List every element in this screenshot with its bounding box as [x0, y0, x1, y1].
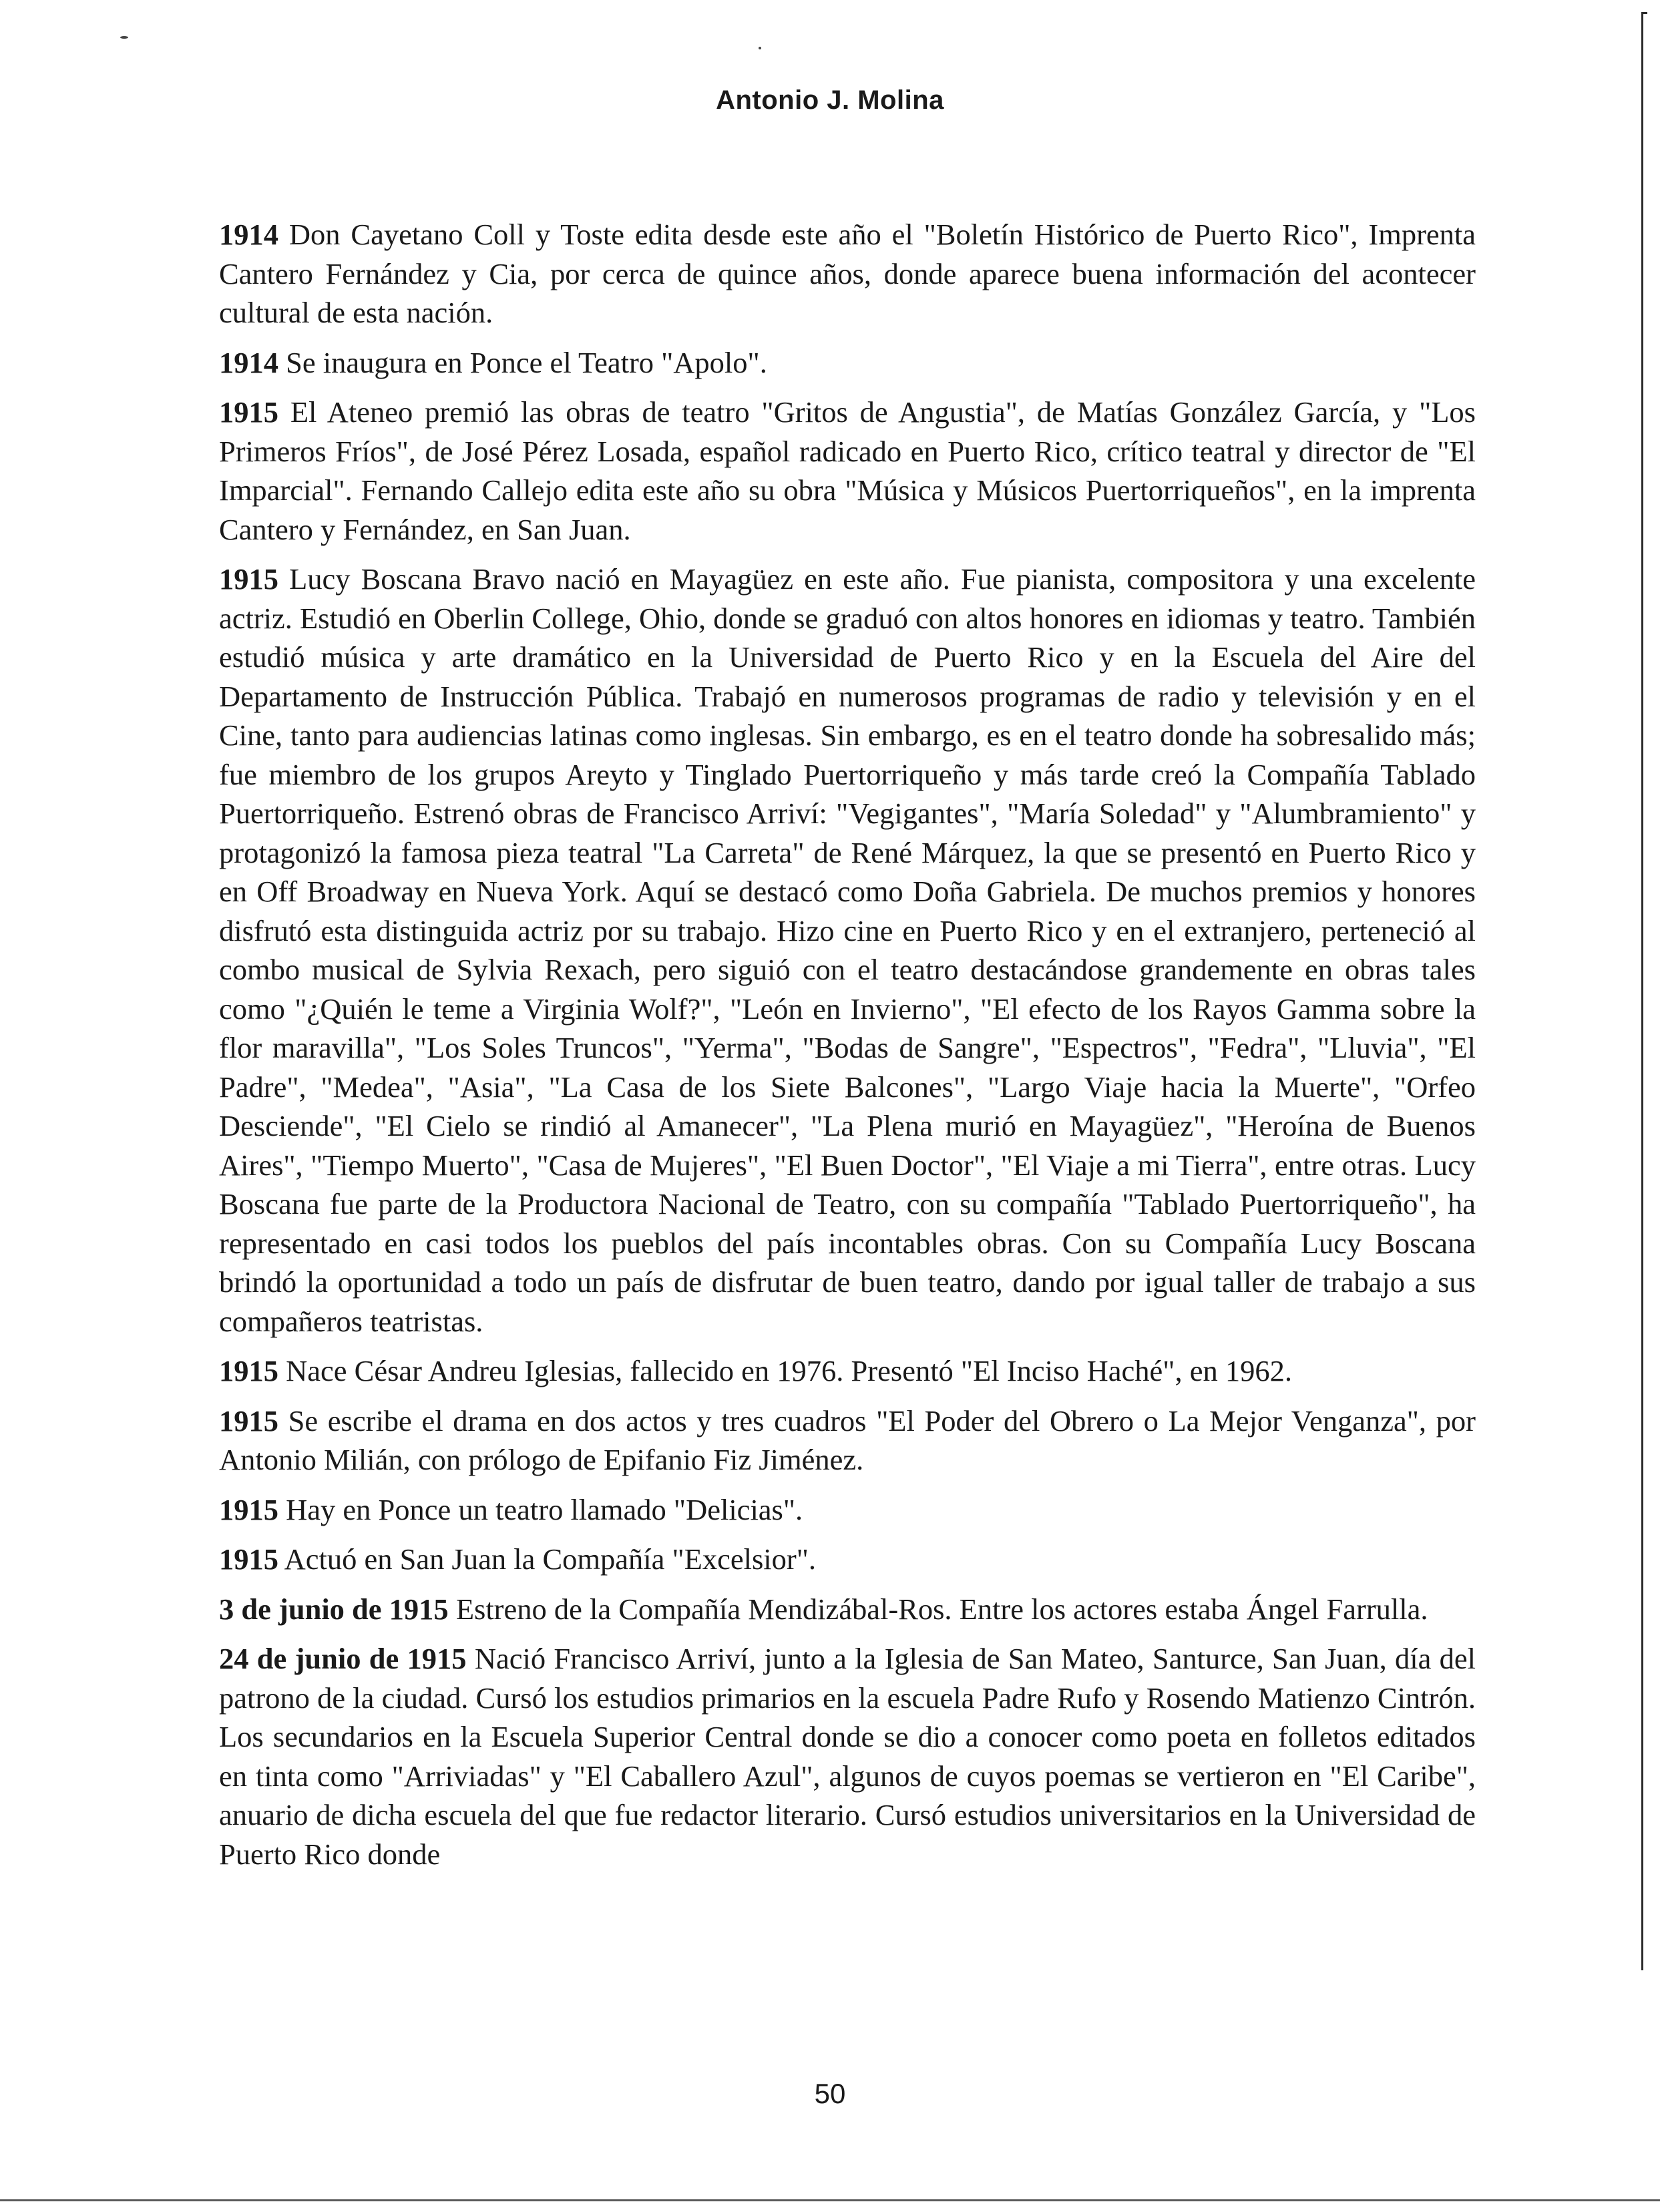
chronology-entry	[219, 1401, 1476, 1480]
entry-text: Lucy Boscana Bravo nació en Mayagüez en este año. Fue pianista, compositora y una excelente actriz. Estudió en Oberlin College, Ohio, donde se graduó con altos honores en idiomas y teatro. También estudió música y arte dramático en la Universidad de Puerto Rico y en la Escuela del Aire del Departamento de Instrucción Pública. Trabajó en numerosos programas de radio y televisión y en el Cine, tanto para audiencias latinas como inglesas. Sin embargo, es en el teatro donde ha sobresalido más; fue miembro de los grupos Areyto y Tinglado Puertorriqueño y más tarde creó la Compañía Tablado Puertorriqueño. Estrenó obras de Francisco Arriví: "Vegigantes", "María Soledad" y "Alumbramiento" y protagonizó la famosa pieza teatral "La Carreta" de René Márquez, la que se presentó en Puerto Rico y en Off Broadway en Nueva York. Aquí se destacó como Doña Gabriela. De muchos premios y honores disfrutó esta distinguida actriz por su trabajo. Hizo cine en Puerto Rico y en el extranjero, perteneció al combo musical de Sylvia Rexach, pero siguió con el teatro destacándose grandemente en obras tales como "¿Quién le teme a Virginia Wolf?", "León en Invierno", "El efecto de los Rayos Gamma sobre la flor maravilla", "Los Soles Truncos", "Yerma", "Bodas de Sangre", "Espectros", "Fedra", "Lluvia", "El Padre", "Medea", "Asia", "La Casa de los Siete Balcones", "Largo Viaje hacia la Muerte", "Orfeo Desciende", "El Cielo se rindió al Amanecer", "La Plena murió en Mayagüez", "Heroína de Buenos Aires", "Tiempo Muerto", "Casa de Mujeres", "El Buen Doctor", "El Viaje a mi Tierra", entre otras. Lucy Boscana fue parte de la Productora Nacional de Teatro, con su compañía "Tablado Puertorriqueño", ha representado en casi todos los pueblos del país incontables obras. Con su Compañía Lucy Boscana brindó la oportunidad a todo un país de disfrutar de buen teatro, dando por igual taller de trabajo a sus compañeros teatristas.	[219, 562, 1476, 1338]
entry-text: Estreno de la Compañía Mendizábal-Ros. Entre los actores estaba Ángel Farrulla.	[455, 1592, 1428, 1626]
body-text	[219, 215, 1476, 1884]
entry-date: 1914	[219, 218, 278, 251]
entry-date: 1915	[219, 1354, 278, 1387]
entry-text: Nació Francisco Arriví, junto a la Iglesia de San Mateo, Santurce, San Juan, día del patrono de la ciudad. Cursó los estudios primarios en la escuela Padre Rufo y Rosendo Matienzo Cintrón. Los secundarios en la Escuela Superior Central donde se dio a conocer como poeta en folletos editados en tinta como "Arriviadas" y "El Caballero Azul", algunos de cuyos poemas se vertieron en "El Caribe", anuario de dicha escuela del que fue redactor literario. Cursó estudios universitarios en la Universidad de Puerto Rico donde	[219, 1642, 1476, 1871]
scan-border-right	[1641, 12, 1647, 1970]
entry-date: 1915	[219, 1403, 278, 1437]
chronology-entry	[219, 393, 1476, 549]
entry-date: 1915	[219, 562, 278, 596]
page-number: 50	[814, 2078, 846, 2109]
running-header: Antonio J. Molina	[716, 85, 944, 115]
entry-text: Hay en Ponce un teatro llamado "Delicias".	[286, 1492, 803, 1526]
chronology-entry	[219, 1590, 1476, 1629]
chronology-entry	[219, 560, 1476, 1341]
entry-date: 1914	[219, 345, 278, 379]
entry-date: 1915	[219, 1492, 278, 1526]
entry-text: Actuó en San Juan la Compañía "Excelsior".	[284, 1542, 817, 1576]
scan-speck	[120, 36, 128, 39]
scan-speck	[759, 47, 761, 49]
chronology-entry	[219, 1540, 1476, 1579]
entry-date: 24 de junio de 1915	[219, 1642, 467, 1675]
entry-text: Nace César Andreu Iglesias, fallecido en 1976. Presentó "El Inciso Haché", en 1962.	[286, 1354, 1292, 1387]
entry-date: 1915	[219, 395, 278, 429]
chronology-entry	[219, 1351, 1476, 1391]
entry-text: Don Cayetano Coll y Toste edita desde este año el "Boletín Histórico de Puerto Rico", Imprenta Cantero Fernández y Cia, por cerca de quince años, donde aparece buena información del acontecer cultural de esta nación.	[219, 218, 1476, 329]
entry-date: 3 de junio de 1915	[219, 1592, 449, 1626]
scan-border-bottom	[0, 2199, 1660, 2201]
entry-text: El Ateneo premió las obras de teatro "Gritos de Angustia", de Matías González García, y "Los Primeros Fríos", de José Pérez Losada, español radicado en Puerto Rico, crítico teatral y director de "El Imparcial". Fernando Callejo edita este año su obra "Música y Músicos Puertorriqueños", en la imprenta Cantero y Fernández, en San Juan.	[219, 395, 1476, 546]
chronology-entry	[219, 1490, 1476, 1530]
chronology-entry	[219, 1639, 1476, 1873]
entry-text: Se inaugura en Ponce el Teatro "Apolo".	[286, 345, 767, 379]
chronology-entry	[219, 215, 1476, 333]
entry-date: 1915	[219, 1542, 278, 1576]
entry-text: Se escribe el drama en dos actos y tres cuadros "El Poder del Obrero o La Mejor Venganza", por Antonio Milián, con prólogo de Epifanio Fiz Jiménez.	[219, 1403, 1476, 1476]
chronology-entry	[219, 343, 1476, 383]
